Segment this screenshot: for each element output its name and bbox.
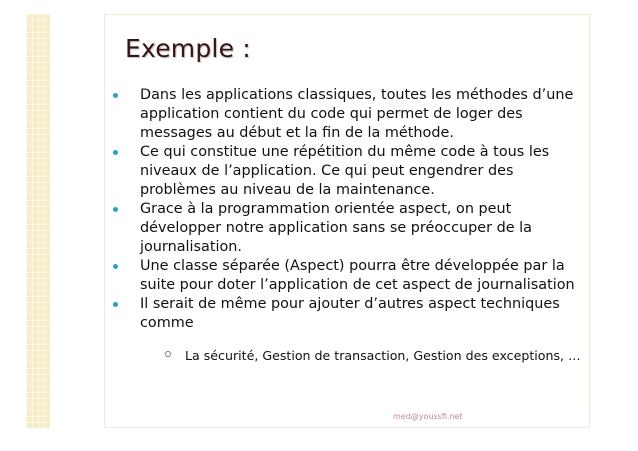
bullet-dot-icon	[113, 93, 118, 98]
bullet-dot-icon	[113, 150, 118, 155]
bullet-text: Dans les applications classiques, toutes les méthodes d’une application contient du code qui permet de loger des messages au début et la fin de la méthode.	[140, 87, 574, 141]
bullet-item	[112, 86, 582, 143]
bullet-item	[112, 143, 582, 200]
slide-title: Exemple :	[125, 34, 251, 63]
bullet-text: Une classe séparée (Aspect) pourra être développée par la suite pour doter l’application de cet aspect de journalisation	[140, 258, 575, 293]
bullet-dot-icon	[113, 264, 118, 269]
bullet-item	[112, 295, 582, 364]
bullet-text: Il serait de même pour ajouter d’autres aspect techniques comme	[140, 296, 560, 331]
sub-bullet-circle-icon	[165, 351, 171, 357]
bullet-dot-icon	[113, 302, 118, 307]
footer-email: med@youssfi.net	[393, 412, 463, 421]
bullet-text: Grace à la programmation orientée aspect, on peut développer notre application sans se préoccuper de la journalisation.	[140, 201, 532, 255]
decorative-band	[26, 14, 50, 428]
bullet-text: Ce qui constitue une répétition du même code à tous les niveaux de l’application. Ce qui peut engendrer des problèmes au niveau de la maintenance.	[140, 144, 550, 198]
bullet-list	[112, 86, 582, 364]
bullet-item	[112, 257, 582, 295]
sub-bullet-item	[165, 347, 595, 364]
sub-bullet-text: La sécurité, Gestion de transaction, Gestion des exceptions, …	[185, 348, 581, 363]
bullet-dot-icon	[113, 207, 118, 212]
bullet-item	[112, 200, 582, 257]
